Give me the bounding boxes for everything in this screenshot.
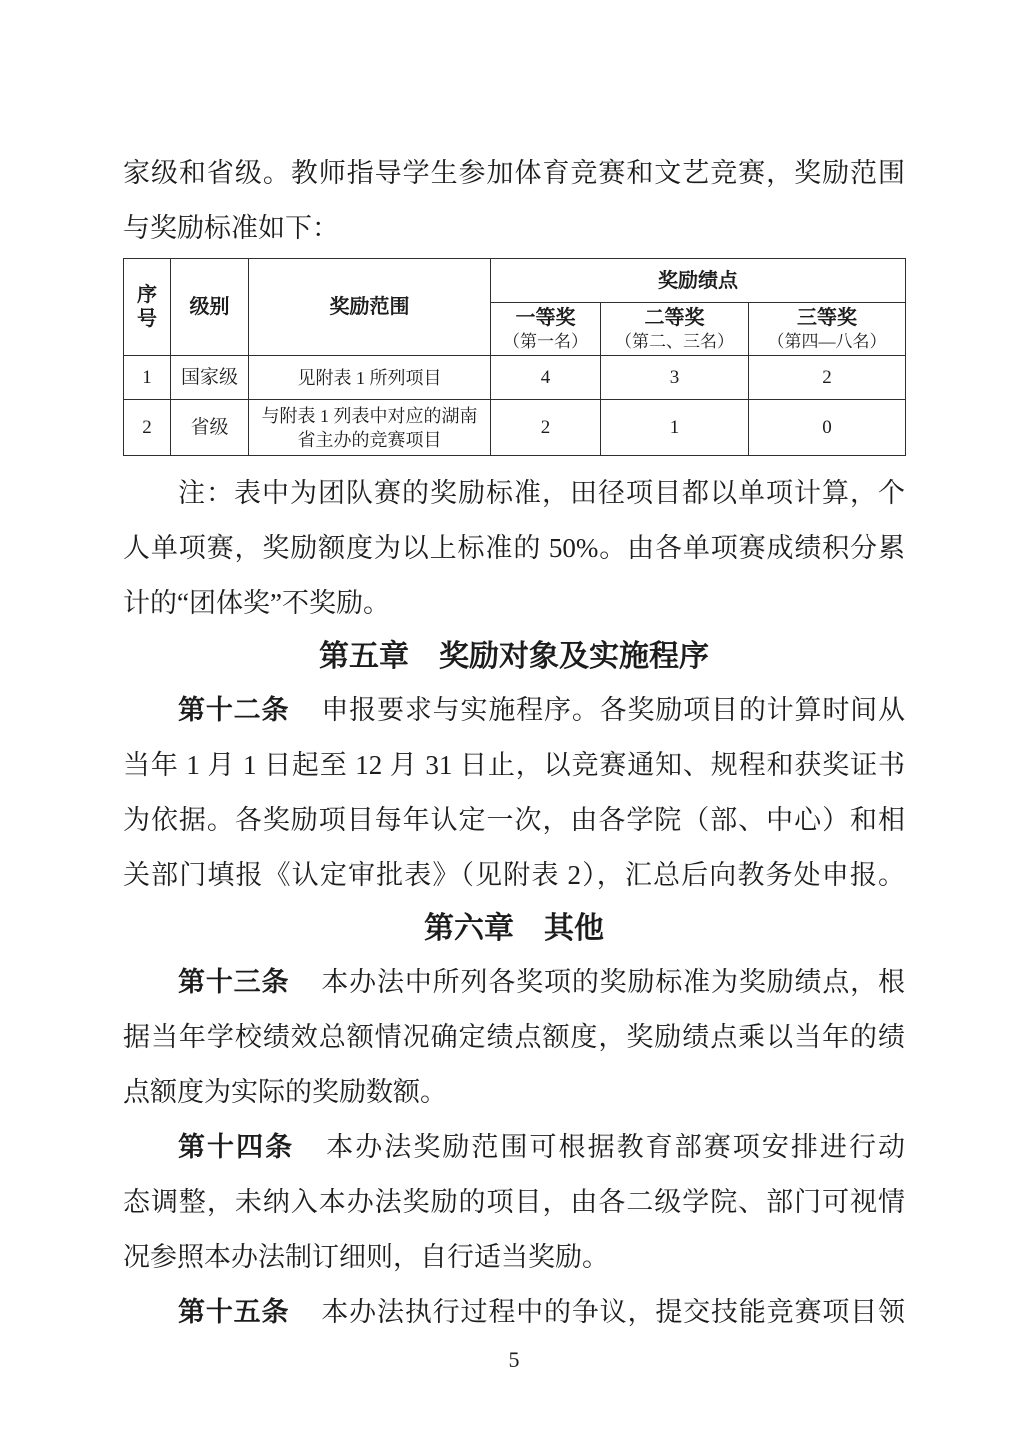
article12-line-4: 关部门填报《认定审批表》（见附表 2），汇总后向教务处申报。 xyxy=(123,860,905,890)
article12-rest: 申报要求与实施程序。各奖励项目的计算时间从 xyxy=(321,695,906,725)
note-paragraph xyxy=(123,466,905,631)
article12-paragraph xyxy=(123,683,905,903)
article13-line-3: 点额度为实际的奖励数额。 xyxy=(123,1077,447,1107)
row2-scope: 与附表 1 列表中对应的湖南省主办的竞赛项目 xyxy=(249,400,491,456)
table-header-row-1 xyxy=(124,259,906,303)
article13-rest: 本办法中所列各奖项的奖励标准为奖励绩点，根 xyxy=(321,967,906,997)
article12-line-1 xyxy=(123,683,905,738)
row2-grade1-value: 2 xyxy=(491,400,601,456)
row1-scope: 见附表 1 所列项目 xyxy=(249,356,491,400)
col-header-no: 序号 xyxy=(124,259,171,356)
grade2-title: 二等奖 xyxy=(644,307,705,329)
col-header-points: 奖励绩点 xyxy=(491,259,906,303)
grade3-note: （第四—八名） xyxy=(767,332,887,351)
article15-line-1 xyxy=(123,1285,905,1340)
chapter5-heading: 第五章 奖励对象及实施程序 xyxy=(319,640,709,673)
article14-line-2: 态调整，未纳入本办法奖励的项目，由各二级学院、部门可视情 xyxy=(123,1187,905,1217)
intro-paragraph xyxy=(123,146,905,256)
article15-paragraph xyxy=(123,1285,905,1340)
article12-line-2: 当年 1 月 1 日起至 12 月 31 日止，以竞赛通知、规程和获奖证书 xyxy=(123,750,905,780)
row2-grade2-value: 1 xyxy=(601,400,749,456)
article15-lead: 第十五条 xyxy=(178,1297,290,1327)
article14-rest: 本办法奖励范围可根据教育部赛项安排进行动 xyxy=(326,1132,906,1162)
col-header-grade3 xyxy=(749,303,906,356)
page-number: 5 xyxy=(508,1347,520,1372)
row2-no: 2 xyxy=(124,400,171,456)
note-line-3: 计的“团体奖”不奖励。 xyxy=(123,588,390,618)
article13-lead: 第十三条 xyxy=(178,967,290,997)
article14-paragraph xyxy=(123,1120,905,1285)
article14-lead: 第十四条 xyxy=(178,1132,295,1162)
intro-line-1: 家级和省级。教师指导学生参加体育竞赛和文艺竞赛，奖励范围 xyxy=(123,158,905,188)
grade1-note: （第一名） xyxy=(503,332,588,351)
note-line-1: 注：表中为团队赛的奖励标准，田径项目都以单项计算，个 xyxy=(178,478,905,508)
chapter6-heading: 第六章 其他 xyxy=(424,912,604,945)
row1-level: 国家级 xyxy=(171,356,249,400)
grade1-title: 一等奖 xyxy=(515,307,576,329)
col-header-scope: 奖励范围 xyxy=(249,259,491,356)
document-body xyxy=(123,146,905,1378)
article12-lead: 第十二条 xyxy=(178,695,290,725)
article12-line-3: 为依据。各奖励项目每年认定一次，由各学院（部、中心）和相 xyxy=(123,805,905,835)
table-row xyxy=(124,400,906,456)
article14-line-1 xyxy=(123,1120,905,1175)
col-header-grade2 xyxy=(601,303,749,356)
article13-paragraph xyxy=(123,955,905,1120)
table-row xyxy=(124,356,906,400)
col-header-level: 级别 xyxy=(171,259,249,356)
intro-line-2: 与奖励标准如下： xyxy=(123,213,339,243)
article14-line-3: 况参照本办法制订细则，自行适当奖励。 xyxy=(123,1242,609,1272)
row1-grade2-value: 3 xyxy=(601,356,749,400)
row2-grade3-value: 0 xyxy=(749,400,906,456)
article15-rest: 本办法执行过程中的争议，提交技能竞赛项目领 xyxy=(321,1297,906,1327)
grade2-note: （第二、三名） xyxy=(615,332,734,351)
row1-grade1-value: 4 xyxy=(491,356,601,400)
grade3-title: 三等奖 xyxy=(797,307,858,329)
reward-table xyxy=(123,258,906,456)
col-header-grade1 xyxy=(491,303,601,356)
row2-level: 省级 xyxy=(171,400,249,456)
note-line-2: 人单项赛，奖励额度为以上标准的 50%。由各单项赛成绩积分累 xyxy=(123,533,905,563)
row1-grade3-value: 2 xyxy=(749,356,906,400)
article13-line-2: 据当年学校绩效总额情况确定绩点额度，奖励绩点乘以当年的绩 xyxy=(123,1022,905,1052)
row1-no: 1 xyxy=(124,356,171,400)
article13-line-1 xyxy=(123,955,905,1010)
